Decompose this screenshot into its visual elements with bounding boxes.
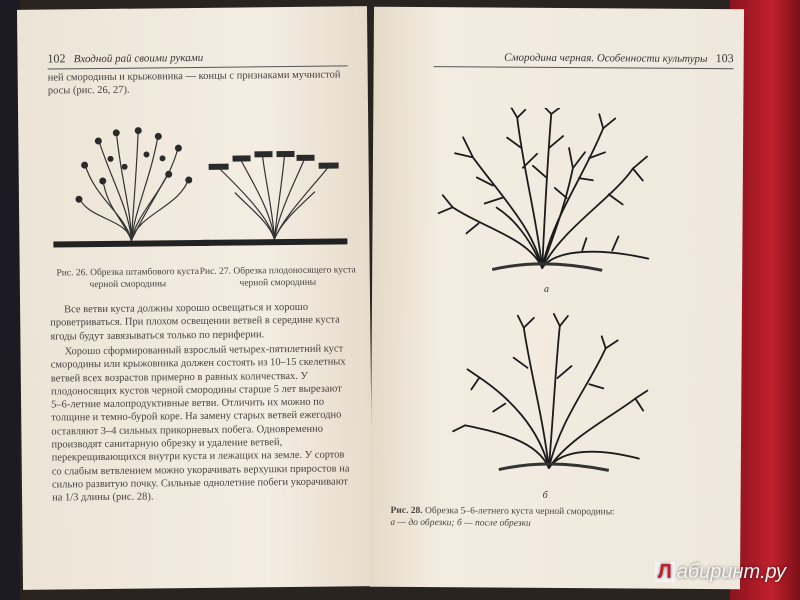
figure-28-number: Рис. 28. xyxy=(390,505,423,517)
figure-27-caption: Рис. 27. Обрезка плодоносящего куста черной смородины xyxy=(199,265,356,289)
right-page-number: 103 xyxy=(715,51,734,66)
label-a: а xyxy=(544,283,550,295)
figure-28a-bush-before xyxy=(432,107,663,279)
right-running-title: Смородина черная. Особенности культуры xyxy=(504,51,708,66)
figure-26 xyxy=(50,118,211,260)
left-running-head xyxy=(47,48,347,69)
figure-28-title: Обрезка 5–6-летнего куста черной смородины: xyxy=(424,506,615,518)
labirint-logo-icon: Л xyxy=(655,562,675,582)
paragraph-1: Все ветви куста должны хорошо освещаться и хорошо проветриваться. При плохом освещении ветвей в середине куста ягоды будут завязываться только по периферии. xyxy=(50,301,340,343)
figure-28-legend: а — до обрезки; б — после обрезки xyxy=(390,517,531,529)
figure-28b-bush-after xyxy=(449,307,660,478)
watermark-text: абиринт.ру xyxy=(676,561,786,583)
label-b: б xyxy=(542,489,548,501)
right-running-head xyxy=(434,49,734,69)
figure-27 xyxy=(198,136,349,258)
left-page xyxy=(17,6,373,590)
figure-26-caption: Рис. 26. Обрезка штамбового куста черной смородины xyxy=(56,266,200,291)
left-page-number: 102 xyxy=(47,51,66,66)
labirint-watermark xyxy=(655,561,786,584)
figure-28-caption xyxy=(390,505,730,531)
left-running-title: Входной рай своими руками xyxy=(73,51,204,66)
right-page xyxy=(370,7,744,590)
paragraph-2: Хорошо сформированный взрослый четырех-пятилетний куст смородины или крыжовника должен состоять из 10–15 скелетных ветвей всех возрастов примерно в равных количествах. У плодоносящих кустов черной смородины старше 5 лет вырезают 5–6-летние малопродуктивные ветви. Отличить их можно по толщине и темно-бурой коре. На замену старых ветвей ежегодно оставляют 3–4 сильных прикорневых побега. Одновременно производят санитарную обрезку и удаление ветвей, перекрещивающихся внутри куста и лежащих на земле. У сортов со слабым ветвлением можно укорачивать верхушки приростов на сильно развитую почку. Сильные однолетние побеги укорачивают на 1/3 длины (рис. 28). xyxy=(50,343,350,504)
intro-text: ней смородины и крыжовника — концы с признаками мучнистой росы (рис. 26, 27). xyxy=(47,69,341,97)
